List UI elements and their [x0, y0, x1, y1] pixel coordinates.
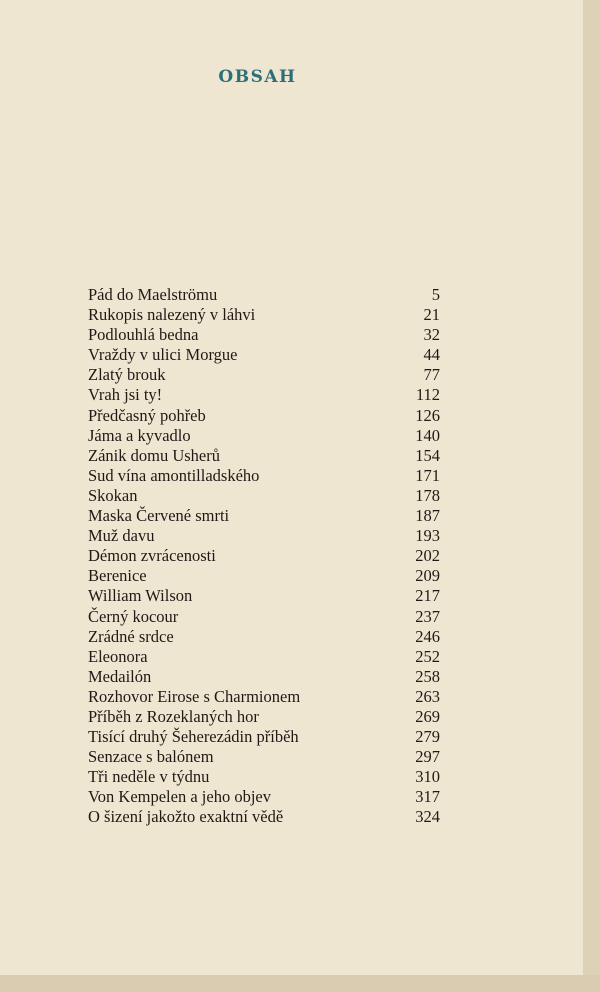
page-heading: OBSAH	[218, 67, 297, 88]
toc-entry-page: 178	[415, 485, 440, 505]
toc-entry-title: Medailón	[88, 666, 152, 686]
toc-entry-title: Pád do Maelströmu	[88, 285, 218, 304]
toc-entry-title: Zrádné srdce	[88, 626, 174, 646]
toc-entry-page: 209	[415, 566, 440, 586]
toc-entry-title: Zánik domu Usherů	[88, 445, 220, 465]
toc-entry	[88, 446, 440, 466]
toc-entry-page: 193	[415, 526, 440, 546]
toc-entry	[88, 506, 440, 526]
toc-entry-page: 32	[423, 325, 440, 345]
page-edge-bottom	[0, 975, 600, 992]
toc-entry-page: 140	[415, 425, 440, 445]
toc-entry-title: Jáma a kyvadlo	[88, 425, 191, 445]
toc-entry	[88, 426, 440, 446]
toc-entry	[88, 566, 440, 586]
toc-entry-title: Rozhovor Eirose s Charmionem	[88, 686, 301, 706]
toc-entry-page: 269	[415, 706, 440, 726]
toc-entry-title: O šizení jakožto exaktní vědě	[88, 807, 284, 827]
toc-entry-title: Příběh z Rozeklaných hor	[88, 706, 259, 726]
toc-entry-title: Černý kocour	[88, 606, 179, 626]
toc-entry	[88, 727, 440, 747]
toc-entry-title: Tři neděle v týdnu	[88, 767, 210, 787]
toc-entry-title: Podlouhlá bedna	[88, 325, 199, 345]
toc-entry	[88, 546, 440, 566]
toc-entry	[88, 466, 440, 486]
toc-entry-title: Tisící druhý Šeherezádin příběh	[88, 727, 299, 747]
toc-entry-page: 44	[423, 345, 440, 365]
toc-entry-page: 324	[415, 807, 440, 827]
toc-entry	[88, 667, 440, 687]
toc-entry-title: William Wilson	[88, 586, 193, 606]
toc-entry-title: Sud vína amontilladského	[88, 465, 260, 485]
toc-entry-page: 171	[415, 465, 440, 485]
toc-entry-title: Eleonora	[88, 646, 148, 666]
toc-entry	[88, 285, 440, 305]
toc-entry-title: Skokan	[88, 485, 138, 505]
toc-entry	[88, 767, 440, 787]
toc-entry-page: 317	[415, 787, 440, 807]
toc-entry-page: 263	[415, 686, 440, 706]
toc-entry-page: 21	[423, 305, 440, 325]
toc-entry-page: 217	[415, 586, 440, 606]
toc-entry	[88, 707, 440, 727]
toc-entry-page: 77	[423, 365, 440, 385]
toc-entry	[88, 627, 440, 647]
toc-entry	[88, 486, 440, 506]
toc-entry	[88, 807, 440, 827]
toc-entry-title: Muž davu	[88, 526, 155, 546]
toc-entry-title: Vraždy v ulici Morgue	[88, 345, 238, 365]
toc-entry	[88, 647, 440, 667]
toc-entry-page: 126	[415, 405, 440, 425]
page-edge-right	[583, 0, 600, 992]
toc-entry	[88, 526, 440, 546]
toc-entry-page: 154	[415, 445, 440, 465]
toc-entry-page: 237	[415, 606, 440, 626]
toc-entry-title: Zlatý brouk	[88, 365, 166, 385]
toc-entry-page: 112	[415, 385, 440, 405]
toc-entry-page: 202	[415, 546, 440, 566]
toc-entry	[88, 586, 440, 606]
toc-entry	[88, 406, 440, 426]
toc-entry-title: Berenice	[88, 566, 147, 586]
toc-entry-page: 246	[415, 626, 440, 646]
toc-entry-title: Senzace s balónem	[88, 747, 214, 767]
toc-entry	[88, 385, 440, 405]
toc-entry	[88, 747, 440, 767]
toc-entry-title: Vrah jsi ty!	[88, 385, 163, 405]
toc-entry-title: Rukopis nalezený v láhvi	[88, 305, 256, 325]
toc-entry-page: 310	[415, 767, 440, 787]
toc-entry	[88, 345, 440, 365]
toc-entry-page: 297	[415, 747, 440, 767]
toc-entry	[88, 607, 440, 627]
toc-entry	[88, 325, 440, 345]
toc-entry-title: Von Kempelen a jeho objev	[88, 787, 271, 807]
toc-entry-page: 252	[415, 646, 440, 666]
toc-entry-title: Předčasný pohřeb	[88, 405, 206, 425]
toc-entry-page: 258	[415, 666, 440, 686]
toc-entry-title: Maska Červené smrti	[88, 506, 230, 526]
toc-entry-page: 187	[415, 506, 440, 526]
table-of-contents	[88, 285, 440, 828]
toc-entry	[88, 787, 440, 807]
toc-entry	[88, 687, 440, 707]
toc-entry-page: 5	[431, 285, 440, 304]
toc-entry	[88, 305, 440, 325]
toc-entry	[88, 365, 440, 385]
toc-entry-page: 279	[415, 727, 440, 747]
toc-entry-title: Démon zvrácenosti	[88, 546, 216, 566]
